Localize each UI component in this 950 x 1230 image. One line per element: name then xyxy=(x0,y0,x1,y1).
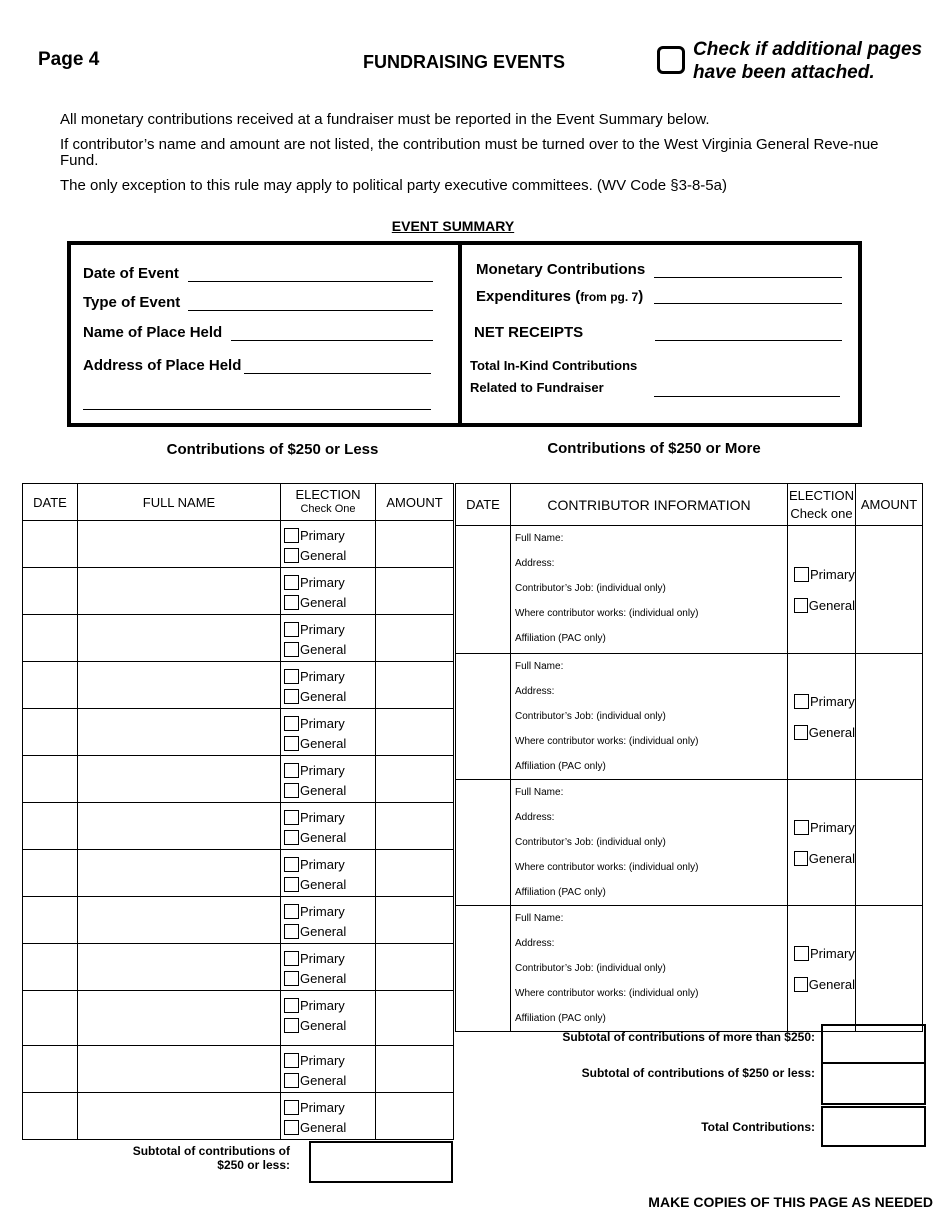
right-date-cell[interactable] xyxy=(456,654,511,780)
primary-label: Primary xyxy=(300,527,345,543)
contributor-info-field[interactable]: Contributor’s Job: (individual only) xyxy=(515,963,666,974)
place-name-label: Name of Place Held xyxy=(83,324,223,341)
primary-option xyxy=(788,694,855,709)
left-amount-cell[interactable] xyxy=(376,803,454,850)
net-receipts-field[interactable] xyxy=(655,340,842,341)
left-amount-cell[interactable] xyxy=(376,991,454,1046)
primary-label: Primary xyxy=(300,856,345,872)
left-date-cell[interactable] xyxy=(23,991,78,1046)
right-col-amount: AMOUNT xyxy=(856,484,923,526)
date-of-event-label: Date of Event xyxy=(83,265,179,282)
left-subtotal-label-line2: $250 or less: xyxy=(217,1158,290,1172)
general-label: General xyxy=(300,735,347,751)
left-table-row xyxy=(23,521,454,568)
primary-option xyxy=(281,995,375,1015)
page-title: FUNDRAISING EVENTS xyxy=(362,52,566,72)
primary-option xyxy=(281,1050,375,1070)
primary-checkbox[interactable] xyxy=(284,857,299,872)
primary-label: Primary xyxy=(300,903,345,919)
general-label: General xyxy=(808,724,855,740)
left-amount-cell[interactable] xyxy=(376,521,454,568)
footer-note: MAKE COPIES OF THIS PAGE AS NEEDED xyxy=(648,1194,933,1210)
left-election-cell xyxy=(281,991,376,1046)
primary-option xyxy=(281,948,375,968)
contributor-info-field[interactable]: Where contributor works: (individual only) xyxy=(515,736,699,747)
primary-label: Primary xyxy=(300,1099,345,1115)
left-election-cell xyxy=(281,803,376,850)
event-summary-heading: EVENT SUMMARY xyxy=(391,218,515,234)
left-election-cell xyxy=(281,615,376,662)
left-date-cell[interactable] xyxy=(23,568,78,615)
left-date-cell[interactable] xyxy=(23,803,78,850)
contributor-info-field[interactable]: Full Name: xyxy=(515,533,564,544)
contributor-info-field[interactable]: Affiliation (PAC only) xyxy=(515,1013,606,1024)
expenditures-page-ref: from pg. 7 xyxy=(580,290,639,304)
event-summary-divider xyxy=(458,241,462,427)
left-election-cell xyxy=(281,756,376,803)
primary-label: Primary xyxy=(810,819,855,835)
left-amount-cell[interactable] xyxy=(376,756,454,803)
type-of-event-field[interactable] xyxy=(188,310,433,311)
primary-checkbox[interactable] xyxy=(794,946,809,961)
general-label: General xyxy=(300,970,347,986)
left-table-row xyxy=(23,756,454,803)
primary-label: Primary xyxy=(300,621,345,637)
inkind-label-line2: Related to Fundraiser xyxy=(470,380,604,395)
subtotal-less-box[interactable] xyxy=(821,1062,926,1105)
general-checkbox[interactable] xyxy=(794,598,808,613)
left-election-cell xyxy=(281,709,376,756)
right-info-cell xyxy=(511,526,788,654)
general-label: General xyxy=(808,597,855,613)
left-subtotal-box[interactable] xyxy=(309,1141,453,1183)
left-table-row xyxy=(23,944,454,991)
primary-checkbox[interactable] xyxy=(284,1053,299,1068)
left-col-election xyxy=(281,484,376,521)
left-name-cell[interactable] xyxy=(78,1093,281,1140)
left-table-row xyxy=(23,662,454,709)
right-date-cell[interactable] xyxy=(456,906,511,1032)
general-checkbox[interactable] xyxy=(284,595,299,610)
left-date-cell[interactable] xyxy=(23,615,78,662)
left-table-row xyxy=(23,615,454,662)
left-name-cell[interactable] xyxy=(78,568,281,615)
expenditures-label-close: ) xyxy=(638,288,644,305)
left-amount-cell[interactable] xyxy=(376,709,454,756)
left-date-cell[interactable] xyxy=(23,521,78,568)
additional-pages-label xyxy=(693,38,922,84)
primary-option xyxy=(788,567,855,582)
general-option xyxy=(281,968,375,988)
right-table-heading: Contributions of $250 or More xyxy=(547,440,761,457)
left-table-row xyxy=(23,1093,454,1140)
intro-paragraph-2: If contributor’s name and amount are not listed, the contribution must be turned over to the West Virginia General Reve-nue Fund. xyxy=(60,136,879,169)
general-checkbox[interactable] xyxy=(284,783,299,798)
general-checkbox[interactable] xyxy=(284,548,299,563)
general-label: General xyxy=(808,976,855,992)
general-checkbox[interactable] xyxy=(284,642,299,657)
primary-checkbox[interactable] xyxy=(284,716,299,731)
primary-label: Primary xyxy=(300,809,345,825)
general-checkbox[interactable] xyxy=(284,736,299,751)
primary-checkbox[interactable] xyxy=(284,904,299,919)
place-address-field-line2[interactable] xyxy=(83,409,431,410)
expenditures-label xyxy=(476,288,643,305)
general-checkbox[interactable] xyxy=(284,1073,299,1088)
left-name-cell[interactable] xyxy=(78,803,281,850)
primary-option xyxy=(281,807,375,827)
contributor-info-field[interactable]: Address: xyxy=(515,686,555,697)
primary-checkbox[interactable] xyxy=(284,669,299,684)
left-table-row xyxy=(23,803,454,850)
general-label: General xyxy=(300,547,347,563)
primary-checkbox[interactable] xyxy=(284,575,299,590)
general-option xyxy=(281,921,375,941)
left-amount-cell[interactable] xyxy=(376,1093,454,1140)
left-subtotal-label xyxy=(105,1144,290,1172)
right-amount-cell[interactable] xyxy=(856,906,923,1032)
primary-checkbox[interactable] xyxy=(794,820,809,835)
general-label: General xyxy=(300,688,347,704)
general-label: General xyxy=(300,1072,347,1088)
contributor-info-field[interactable]: Address: xyxy=(515,938,555,949)
left-col-election-label: ELECTION xyxy=(295,487,361,502)
general-option xyxy=(788,977,855,992)
contributor-info-field[interactable]: Affiliation (PAC only) xyxy=(515,887,606,898)
general-checkbox[interactable] xyxy=(284,971,299,986)
left-table-row xyxy=(23,709,454,756)
general-option xyxy=(281,545,375,565)
general-option xyxy=(281,686,375,706)
right-table-row xyxy=(456,780,923,906)
general-option xyxy=(281,592,375,612)
general-checkbox[interactable] xyxy=(284,830,299,845)
left-subtotal-label-line1: Subtotal of contributions of xyxy=(132,1144,290,1158)
place-address-field[interactable] xyxy=(244,373,431,374)
left-table-heading: Contributions of $250 or Less xyxy=(166,441,379,458)
left-table-row xyxy=(23,568,454,615)
primary-label: Primary xyxy=(810,693,855,709)
left-name-cell[interactable] xyxy=(78,615,281,662)
left-election-cell xyxy=(281,850,376,897)
left-table-row xyxy=(23,1046,454,1093)
general-option xyxy=(281,639,375,659)
additional-pages-label-line2: have been attached. xyxy=(693,62,875,83)
right-col-election-label: ELECTION xyxy=(788,487,854,503)
general-label: General xyxy=(300,782,347,798)
primary-label: Primary xyxy=(300,715,345,731)
general-option xyxy=(788,598,855,613)
primary-label: Primary xyxy=(300,762,345,778)
primary-option xyxy=(281,760,375,780)
left-election-cell xyxy=(281,944,376,991)
left-table-row xyxy=(23,991,454,1046)
contributor-info-field[interactable]: Where contributor works: (individual only) xyxy=(515,862,699,873)
contributor-info-field[interactable]: Contributor’s Job: (individual only) xyxy=(515,837,666,848)
subtotal-more-box[interactable] xyxy=(821,1024,926,1064)
expenditures-label-text: Expenditures ( xyxy=(476,288,581,305)
right-election-cell xyxy=(788,526,856,654)
type-of-event-label: Type of Event xyxy=(83,294,181,311)
right-col-election-sub: Check one xyxy=(790,505,853,521)
contributor-info-field[interactable]: Where contributor works: (individual only) xyxy=(515,988,699,999)
primary-checkbox[interactable] xyxy=(284,1100,299,1115)
right-table-row xyxy=(456,654,923,780)
left-amount-cell[interactable] xyxy=(376,897,454,944)
right-amount-cell[interactable] xyxy=(856,526,923,654)
primary-option xyxy=(281,854,375,874)
right-col-contributor-info: CONTRIBUTOR INFORMATION xyxy=(511,484,788,526)
general-label: General xyxy=(300,829,347,845)
general-label: General xyxy=(300,641,347,657)
right-date-cell[interactable] xyxy=(456,526,511,654)
left-col-date: DATE xyxy=(23,484,78,521)
general-label: General xyxy=(300,1119,347,1135)
left-date-cell[interactable] xyxy=(23,850,78,897)
additional-pages-label-line1: Check if additional pages xyxy=(693,39,923,60)
contributor-info-field[interactable]: Affiliation (PAC only) xyxy=(515,761,606,772)
general-option xyxy=(788,851,855,866)
page-number: Page 4 xyxy=(38,49,100,70)
left-election-cell xyxy=(281,662,376,709)
general-checkbox[interactable] xyxy=(794,725,808,740)
right-election-cell xyxy=(788,654,856,780)
left-election-cell xyxy=(281,521,376,568)
general-label: General xyxy=(300,876,347,892)
primary-checkbox[interactable] xyxy=(284,528,299,543)
general-checkbox[interactable] xyxy=(284,1018,299,1033)
right-info-cell xyxy=(511,654,788,780)
primary-option xyxy=(281,713,375,733)
left-col-election-sub: Check One xyxy=(300,503,356,515)
general-checkbox[interactable] xyxy=(794,977,808,992)
contributor-info-field[interactable]: Address: xyxy=(515,812,555,823)
primary-option xyxy=(281,666,375,686)
primary-option xyxy=(281,901,375,921)
contributor-info-field[interactable]: Full Name: xyxy=(515,661,564,672)
right-date-cell[interactable] xyxy=(456,780,511,906)
general-option xyxy=(281,780,375,800)
primary-checkbox[interactable] xyxy=(284,622,299,637)
net-receipts-label: NET RECEIPTS xyxy=(474,324,584,341)
left-date-cell[interactable] xyxy=(23,662,78,709)
right-col-date: DATE xyxy=(456,484,511,526)
left-amount-cell[interactable] xyxy=(376,568,454,615)
left-name-cell[interactable] xyxy=(78,991,281,1046)
right-col-election xyxy=(788,484,856,526)
place-name-field[interactable] xyxy=(231,340,433,341)
right-amount-cell[interactable] xyxy=(856,654,923,780)
left-date-cell[interactable] xyxy=(23,756,78,803)
general-checkbox[interactable] xyxy=(284,1120,299,1135)
primary-option xyxy=(281,572,375,592)
contributor-info-field[interactable]: Full Name: xyxy=(515,913,564,924)
left-name-cell[interactable] xyxy=(78,662,281,709)
place-address-label: Address of Place Held xyxy=(83,357,242,374)
general-checkbox[interactable] xyxy=(284,877,299,892)
primary-option xyxy=(281,619,375,639)
left-date-cell[interactable] xyxy=(23,897,78,944)
general-label: General xyxy=(808,850,855,866)
subtotal-less-label: Subtotal of contributions of $250 or less: xyxy=(581,1066,815,1080)
contributor-info-field[interactable]: Contributor’s Job: (individual only) xyxy=(515,583,666,594)
general-checkbox[interactable] xyxy=(284,689,299,704)
left-date-cell[interactable] xyxy=(23,944,78,991)
primary-label: Primary xyxy=(810,945,855,961)
primary-label: Primary xyxy=(300,950,345,966)
left-election-cell xyxy=(281,568,376,615)
total-contributions-label: Total Contributions: xyxy=(701,1120,815,1134)
left-name-cell[interactable] xyxy=(78,1046,281,1093)
right-table-row xyxy=(456,906,923,1032)
primary-label: Primary xyxy=(300,997,345,1013)
inkind-label-line1: Total In-Kind Contributions xyxy=(470,358,638,373)
primary-option xyxy=(788,820,855,835)
contributor-info-field[interactable]: Contributor’s Job: (individual only) xyxy=(515,711,666,722)
primary-option xyxy=(281,1097,375,1117)
intro-paragraph-1: All monetary contributions received at a fundraiser must be reported in the Event Summary below. xyxy=(60,111,710,128)
date-of-event-field[interactable] xyxy=(188,281,433,282)
primary-checkbox[interactable] xyxy=(284,998,299,1013)
general-option xyxy=(281,827,375,847)
contributor-info-field[interactable]: Full Name: xyxy=(515,787,564,798)
left-contributions-table xyxy=(22,483,454,1140)
primary-label: Primary xyxy=(300,574,345,590)
primary-checkbox[interactable] xyxy=(794,694,809,709)
subtotal-more-label: Subtotal of contributions of more than $250: xyxy=(562,1030,815,1044)
left-amount-cell[interactable] xyxy=(376,944,454,991)
total-contributions-box[interactable] xyxy=(821,1106,926,1147)
general-option xyxy=(788,725,855,740)
general-option xyxy=(281,874,375,894)
right-election-cell xyxy=(788,906,856,1032)
primary-checkbox[interactable] xyxy=(284,951,299,966)
general-option xyxy=(281,1070,375,1090)
left-name-cell[interactable] xyxy=(78,709,281,756)
left-name-cell[interactable] xyxy=(78,850,281,897)
primary-checkbox[interactable] xyxy=(284,810,299,825)
primary-option xyxy=(788,946,855,961)
monetary-contributions-field[interactable] xyxy=(654,277,842,278)
left-date-cell[interactable] xyxy=(23,1093,78,1140)
right-contributions-table xyxy=(455,483,923,1032)
general-option xyxy=(281,733,375,753)
primary-option xyxy=(281,525,375,545)
left-name-cell[interactable] xyxy=(78,944,281,991)
general-option xyxy=(281,1117,375,1137)
right-info-cell xyxy=(511,780,788,906)
left-col-full-name: FULL NAME xyxy=(78,484,281,521)
primary-label: Primary xyxy=(300,1052,345,1068)
right-amount-cell[interactable] xyxy=(856,780,923,906)
general-option xyxy=(281,1015,375,1035)
general-checkbox[interactable] xyxy=(284,924,299,939)
contributor-info-field[interactable]: Where contributor works: (individual only) xyxy=(515,608,699,619)
left-amount-cell[interactable] xyxy=(376,662,454,709)
left-date-cell[interactable] xyxy=(23,1046,78,1093)
left-name-cell[interactable] xyxy=(78,521,281,568)
left-election-cell xyxy=(281,897,376,944)
contributor-info-field[interactable]: Address: xyxy=(515,558,555,569)
primary-checkbox[interactable] xyxy=(794,567,809,582)
primary-label: Primary xyxy=(810,566,855,582)
additional-pages-checkbox[interactable] xyxy=(657,46,685,74)
left-col-amount: AMOUNT xyxy=(376,484,454,521)
general-label: General xyxy=(300,594,347,610)
left-name-cell[interactable] xyxy=(78,897,281,944)
left-election-cell xyxy=(281,1093,376,1140)
inkind-field[interactable] xyxy=(654,396,840,397)
left-table-row xyxy=(23,897,454,944)
left-date-cell[interactable] xyxy=(23,709,78,756)
right-table-row xyxy=(456,526,923,654)
left-amount-cell[interactable] xyxy=(376,850,454,897)
general-label: General xyxy=(300,1017,347,1033)
primary-label: Primary xyxy=(300,668,345,684)
contributor-info-field[interactable]: Affiliation (PAC only) xyxy=(515,633,606,644)
left-table-row xyxy=(23,850,454,897)
right-info-cell xyxy=(511,906,788,1032)
left-election-cell xyxy=(281,1046,376,1093)
general-checkbox[interactable] xyxy=(794,851,808,866)
monetary-contributions-label: Monetary Contributions xyxy=(476,261,646,278)
primary-checkbox[interactable] xyxy=(284,763,299,778)
right-election-cell xyxy=(788,780,856,906)
intro-paragraph-3: The only exception to this rule may apply to political party executive committees. (WV Code §3-8-5a) xyxy=(60,177,727,194)
general-label: General xyxy=(300,923,347,939)
left-amount-cell[interactable] xyxy=(376,615,454,662)
left-name-cell[interactable] xyxy=(78,756,281,803)
left-amount-cell[interactable] xyxy=(376,1046,454,1093)
expenditures-field[interactable] xyxy=(654,303,842,304)
